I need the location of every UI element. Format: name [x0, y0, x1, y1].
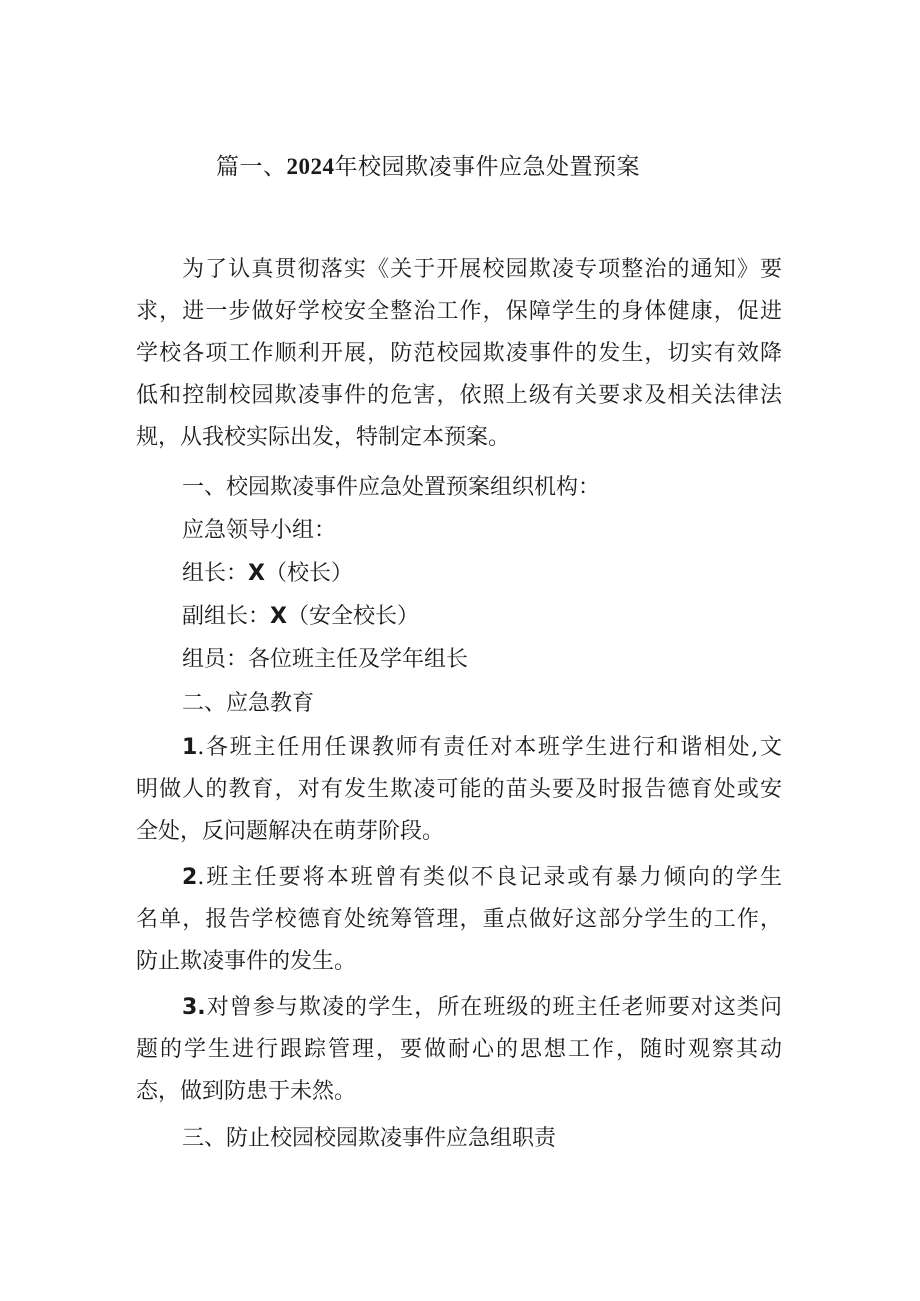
item3-line-3: 态，做到防患于未然。 [136, 1079, 357, 1104]
item3-line-2: 题的学生进行跟踪管理，要做耐心的思想工作，随时观察其动 [136, 1037, 782, 1062]
deputy-label: 副组长： [182, 604, 271, 629]
item2-number: 2 [182, 865, 198, 890]
section1-deputy [182, 602, 419, 632]
title-year: 2024 [286, 154, 335, 179]
item1-number: 1 [182, 735, 198, 760]
item1-line-2: 明做人的教育，对有发生欺凌可能的苗头要及时报告德育处或安 [136, 777, 782, 802]
document-title [0, 148, 856, 181]
intro-line-3: 学校各项工作顺利开展，防范校园欺凌事件的发生，切实有效降 [136, 341, 782, 366]
intro-line-1: 为了认真贯彻落实《关于开展校园欺凌专项整治的通知》要 [182, 257, 782, 282]
item2-line-3: 防止欺凌事件的发生。 [136, 949, 357, 974]
leader-name: X [248, 561, 265, 586]
item1-text: .各班主任用任课教师有责任对本班学生进行和谐相处,文 [197, 735, 782, 760]
title-prefix: 篇一、 [216, 154, 287, 180]
section1-heading: 一、校园欺凌事件应急处置预案组织机构： [182, 475, 601, 500]
title-rest: 年校园欺凌事件应急处置预案 [334, 154, 640, 180]
section1-members: 组员：各位班主任及学年组长 [182, 647, 469, 672]
item2-line-2: 名单，报告学校德育处统筹管理，重点做好这部分学生的工作， [136, 907, 782, 932]
deputy-role: （安全校长） [286, 604, 419, 629]
intro-line-5: 规，从我校实际出发，特制定本预案。 [136, 425, 511, 450]
intro-line-2: 求，进一步做好学校安全整治工作，保障学生的身体健康，促进 [136, 299, 782, 324]
item2-line-1 [182, 863, 782, 893]
intro-line-4: 低和控制校园欺凌事件的危害，依照上级有关要求及相关法律法 [136, 383, 782, 408]
section1-group-label: 应急领导小组： [182, 518, 337, 543]
item1-line-3: 全处，反问题解决在萌芽阶段。 [136, 819, 445, 844]
item3-line-1 [182, 993, 782, 1023]
item3-number: 3. [182, 995, 206, 1020]
item1-line-1 [182, 733, 782, 763]
item2-text: .班主任要将本班曾有类似不良记录或有暴力倾向的学生 [197, 865, 782, 890]
section3-heading: 三、防止校园校园欺凌事件应急组职责 [182, 1126, 557, 1151]
item3-text: 对曾参与欺凌的学生，所在班级的班主任老师要对这类问 [205, 995, 782, 1020]
leader-label: 组长： [182, 561, 249, 586]
leader-role: （校长） [264, 561, 353, 586]
section2-heading: 二、应急教育 [182, 691, 315, 716]
section1-leader [182, 559, 353, 589]
deputy-name: X [270, 604, 287, 629]
